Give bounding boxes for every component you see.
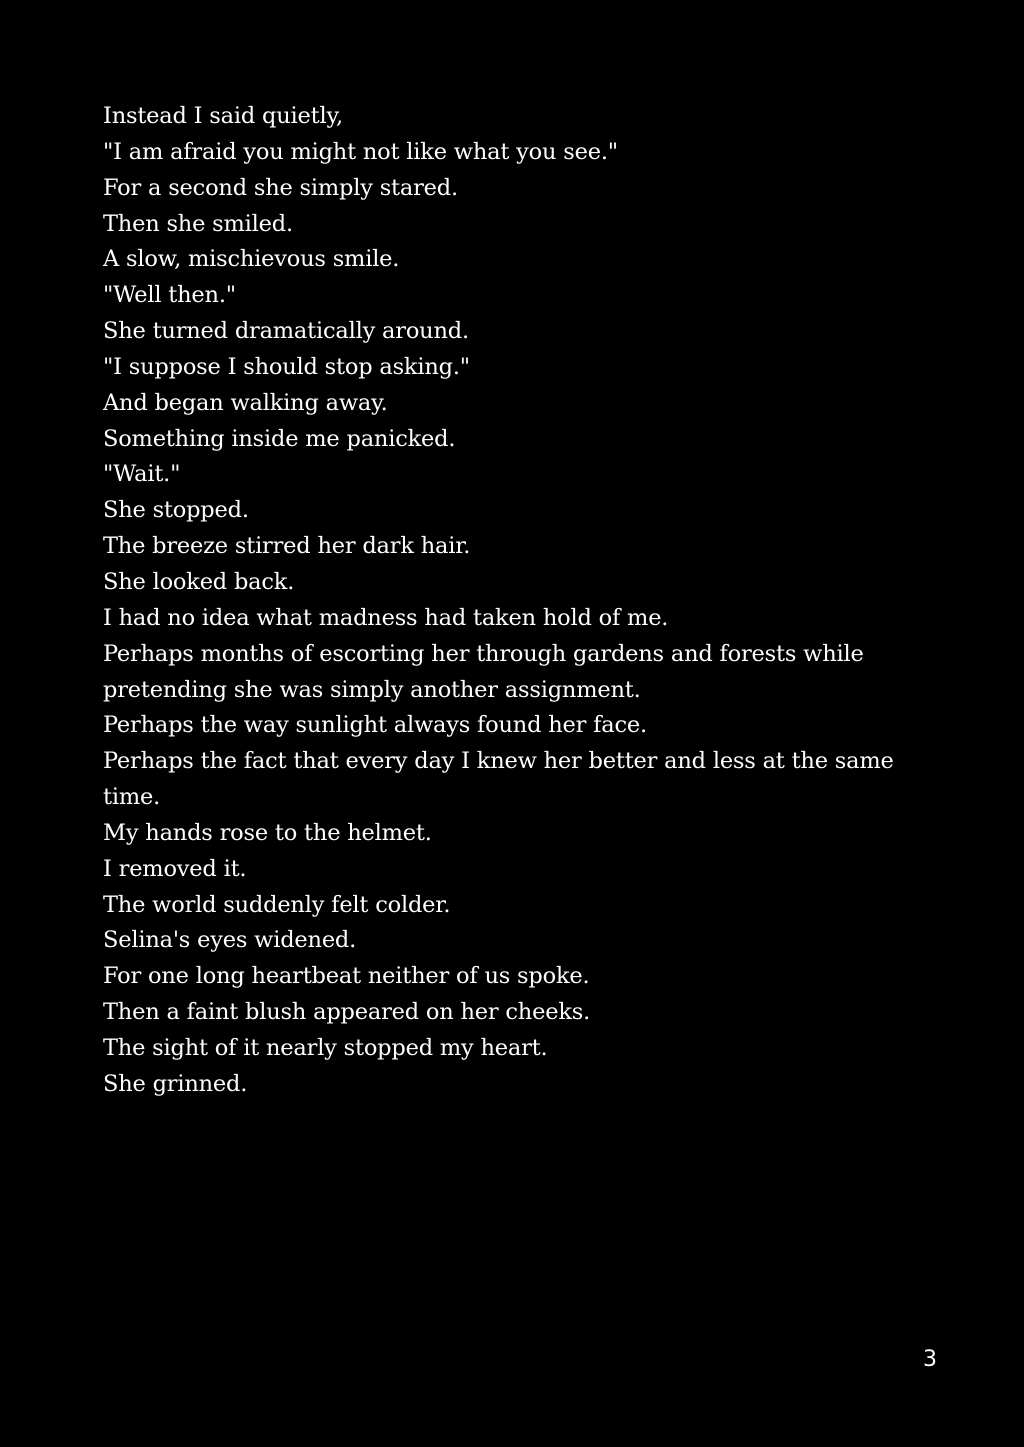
text-line: Then she smiled. bbox=[103, 210, 293, 237]
text-line: "I am afraid you might not like what you see." bbox=[103, 138, 618, 165]
text-line: For one long heartbeat neither of us spoke. bbox=[103, 963, 590, 990]
text-line: She turned dramatically around. bbox=[103, 318, 469, 345]
story-text bbox=[103, 99, 933, 1103]
text-line: A slow, mischievous smile. bbox=[103, 246, 400, 273]
text-line: "Wait." bbox=[103, 461, 181, 488]
text-line: Perhaps months of escorting her through gardens and forests while bbox=[103, 640, 864, 667]
text-line: I had no idea what madness had taken hold of me. bbox=[103, 604, 669, 631]
text-line: The sight of it nearly stopped my heart. bbox=[103, 1034, 548, 1061]
text-line: Then a faint blush appeared on her cheeks. bbox=[103, 999, 591, 1026]
text-line: "I suppose I should stop asking." bbox=[103, 353, 470, 380]
text-line: Instead I said quietly, bbox=[103, 103, 343, 129]
text-line: The breeze stirred her dark hair. bbox=[103, 533, 471, 560]
text-line: And began walking away. bbox=[103, 389, 388, 416]
text-line: I removed it. bbox=[103, 855, 247, 882]
text-line: Perhaps the way sunlight always found her face. bbox=[103, 712, 647, 739]
text-line: Selina's eyes widened. bbox=[103, 927, 357, 954]
page-number: 3 bbox=[923, 1347, 937, 1372]
text-line: My hands rose to the helmet. bbox=[103, 819, 432, 846]
text-line: She looked back. bbox=[103, 568, 295, 595]
text-line: "Well then." bbox=[103, 282, 236, 309]
text-line: time. bbox=[103, 784, 161, 811]
text-line: She grinned. bbox=[103, 1070, 248, 1097]
text-line: She stopped. bbox=[103, 497, 249, 524]
text-line: pretending she was simply another assignment. bbox=[103, 676, 641, 703]
text-line: Perhaps the fact that every day I knew her better and less at the same bbox=[103, 748, 894, 775]
text-line: The world suddenly felt colder. bbox=[103, 891, 451, 918]
text-line: Something inside me panicked. bbox=[103, 425, 456, 452]
text-line: For a second she simply stared. bbox=[103, 174, 458, 201]
